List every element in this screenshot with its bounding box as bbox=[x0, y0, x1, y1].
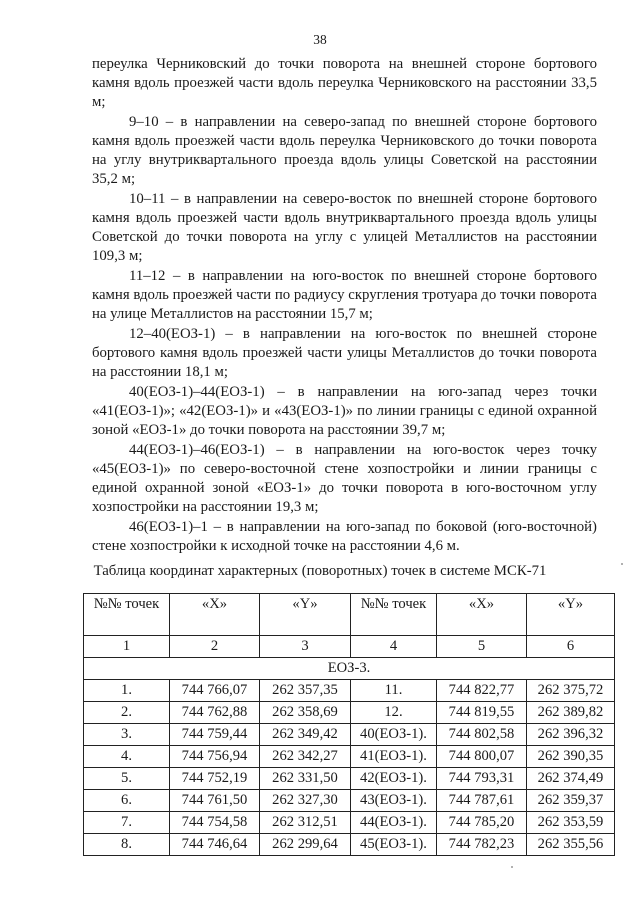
table-cell: 43(ЕОЗ-1). bbox=[351, 790, 437, 812]
table-cell: 262 342,27 bbox=[260, 746, 351, 768]
header-cell: «X» bbox=[170, 594, 260, 636]
table-body bbox=[84, 680, 615, 856]
column-number-row bbox=[84, 636, 615, 658]
paragraph-segment-12-40: 12–40(ЕОЗ-1) – в направлении на юго-восток по внешней стороне бортового камня вдоль проезжей части улицы Металлистов до точки поворота на расстоянии 18,1 м; bbox=[92, 325, 597, 381]
header-cell: «Y» bbox=[527, 594, 615, 636]
header-cell: «X» bbox=[437, 594, 527, 636]
table-cell: 12. bbox=[351, 702, 437, 724]
table-cell: 744 782,23 bbox=[437, 834, 527, 856]
table-cell: 262 374,49 bbox=[527, 768, 615, 790]
table-cell: 6. bbox=[84, 790, 170, 812]
table-row bbox=[84, 790, 615, 812]
section-title: ЕОЗ-3. bbox=[84, 658, 615, 680]
table-row bbox=[84, 834, 615, 856]
table-cell: 262 331,50 bbox=[260, 768, 351, 790]
table-cell: 2. bbox=[84, 702, 170, 724]
table-cell: 262 312,51 bbox=[260, 812, 351, 834]
table-cell: 45(ЕОЗ-1). bbox=[351, 834, 437, 856]
column-number: 2 bbox=[170, 636, 260, 658]
paragraph-segment-11-12: 11–12 – в направлении на юго-восток по внешней стороне бортового камня вдоль проезжей части по радиусу скругления тротуара до точки поворота на улице Металлистов на расстоянии 15,7 м; bbox=[92, 267, 597, 323]
table-cell: 744 761,50 bbox=[170, 790, 260, 812]
column-number: 4 bbox=[351, 636, 437, 658]
column-number: 1 bbox=[84, 636, 170, 658]
scan-speck bbox=[511, 866, 513, 868]
table-cell: 262 327,30 bbox=[260, 790, 351, 812]
table-cell: 8. bbox=[84, 834, 170, 856]
paragraph-segment-9-10: 9–10 – в направлении на северо-запад по внешней стороне бортового камня вдоль проезжей части вдоль переулка Черниковского до точки поворота на углу внутриквартального проезда вдоль улицы Советской на расстоянии 35,2 м; bbox=[92, 113, 597, 188]
table-cell: 4. bbox=[84, 746, 170, 768]
table-row bbox=[84, 724, 615, 746]
column-number: 5 bbox=[437, 636, 527, 658]
table-cell: 44(ЕОЗ-1). bbox=[351, 812, 437, 834]
table-caption: Таблица координат характерных (поворотных) точек в системе МСК-71 bbox=[93, 563, 547, 579]
table-cell: 744 802,58 bbox=[437, 724, 527, 746]
table-cell: 262 390,35 bbox=[527, 746, 615, 768]
table-cell: 262 359,37 bbox=[527, 790, 615, 812]
table-cell: 744 793,31 bbox=[437, 768, 527, 790]
table-cell: 262 349,42 bbox=[260, 724, 351, 746]
table-row bbox=[84, 702, 615, 724]
header-cell: «Y» bbox=[260, 594, 351, 636]
paragraph-segment-10-11: 10–11 – в направлении на северо-восток по внешней стороне бортового камня вдоль проезжей части вдоль внутриквартального проезда вдоль улицы Советской до точки поворота на углу с улицей Металлистов на расстоянии 109,3 м; bbox=[92, 190, 597, 265]
paragraph-segment-44-46: 44(ЕОЗ-1)–46(ЕОЗ-1) – в направлении на юго-восток через точку «45(ЕОЗ-1)» по северо-восточной стене хозпостройки и линии границы с единой охранной зоной «ЕОЗ-1» до точки поворота в юго-восточном углу хозпостройки на расстоянии 19,3 м; bbox=[92, 441, 597, 516]
table-cell: 3. bbox=[84, 724, 170, 746]
table-cell: 262 299,64 bbox=[260, 834, 351, 856]
header-cell: №№ точек bbox=[84, 594, 170, 636]
table-row bbox=[84, 746, 615, 768]
coordinates-table bbox=[83, 593, 615, 856]
table-cell: 262 389,82 bbox=[527, 702, 615, 724]
table-cell: 1. bbox=[84, 680, 170, 702]
table-row bbox=[84, 680, 615, 702]
paragraph-segment-40-44: 40(ЕОЗ-1)–44(ЕОЗ-1) – в направлении на юго-запад через точки «41(ЕОЗ-1)»; «42(ЕОЗ-1)» и «43(ЕОЗ-1)» по линии границы с единой охранной зоной «ЕОЗ-1» до точки поворота на расстоянии 39,7 м; bbox=[92, 383, 597, 439]
table-cell: 262 353,59 bbox=[527, 812, 615, 834]
table-cell: 42(ЕОЗ-1). bbox=[351, 768, 437, 790]
table-cell: 262 355,56 bbox=[527, 834, 615, 856]
table-cell: 744 759,44 bbox=[170, 724, 260, 746]
table-cell: 41(ЕОЗ-1). bbox=[351, 746, 437, 768]
table-cell: 11. bbox=[351, 680, 437, 702]
table-cell: 744 785,20 bbox=[437, 812, 527, 834]
paragraph-intro: переулка Черниковский до точки поворота на внешней стороне бортового камня вдоль проезжей части вдоль переулка Черниковского на расстоянии 33,5 м; bbox=[92, 55, 597, 111]
table-cell: 744 752,19 bbox=[170, 768, 260, 790]
table-cell: 40(ЕОЗ-1). bbox=[351, 724, 437, 746]
scan-speck bbox=[621, 563, 623, 565]
table-cell: 744 800,07 bbox=[437, 746, 527, 768]
column-number: 3 bbox=[260, 636, 351, 658]
table-cell: 262 357,35 bbox=[260, 680, 351, 702]
page-number: 38 bbox=[313, 32, 327, 47]
table-header-row bbox=[84, 594, 615, 636]
table-cell: 7. bbox=[84, 812, 170, 834]
table-cell: 744 819,55 bbox=[437, 702, 527, 724]
table-cell: 262 358,69 bbox=[260, 702, 351, 724]
table-row bbox=[84, 812, 615, 834]
section-row bbox=[84, 658, 615, 680]
table-cell: 744 746,64 bbox=[170, 834, 260, 856]
table-row bbox=[84, 768, 615, 790]
table-cell: 744 762,88 bbox=[170, 702, 260, 724]
table-cell: 744 754,58 bbox=[170, 812, 260, 834]
table-cell: 5. bbox=[84, 768, 170, 790]
column-number: 6 bbox=[527, 636, 615, 658]
table-cell: 744 787,61 bbox=[437, 790, 527, 812]
table-cell: 744 756,94 bbox=[170, 746, 260, 768]
table-cell: 262 375,72 bbox=[527, 680, 615, 702]
paragraph-segment-46-1: 46(ЕОЗ-1)–1 – в направлении на юго-запад по боковой (юго-восточной) стене хозпостройки к исходной точке на расстоянии 4,6 м. bbox=[92, 518, 597, 554]
table-cell: 262 396,32 bbox=[527, 724, 615, 746]
table-cell: 744 766,07 bbox=[170, 680, 260, 702]
header-cell: №№ точек bbox=[351, 594, 437, 636]
table-cell: 744 822,77 bbox=[437, 680, 527, 702]
